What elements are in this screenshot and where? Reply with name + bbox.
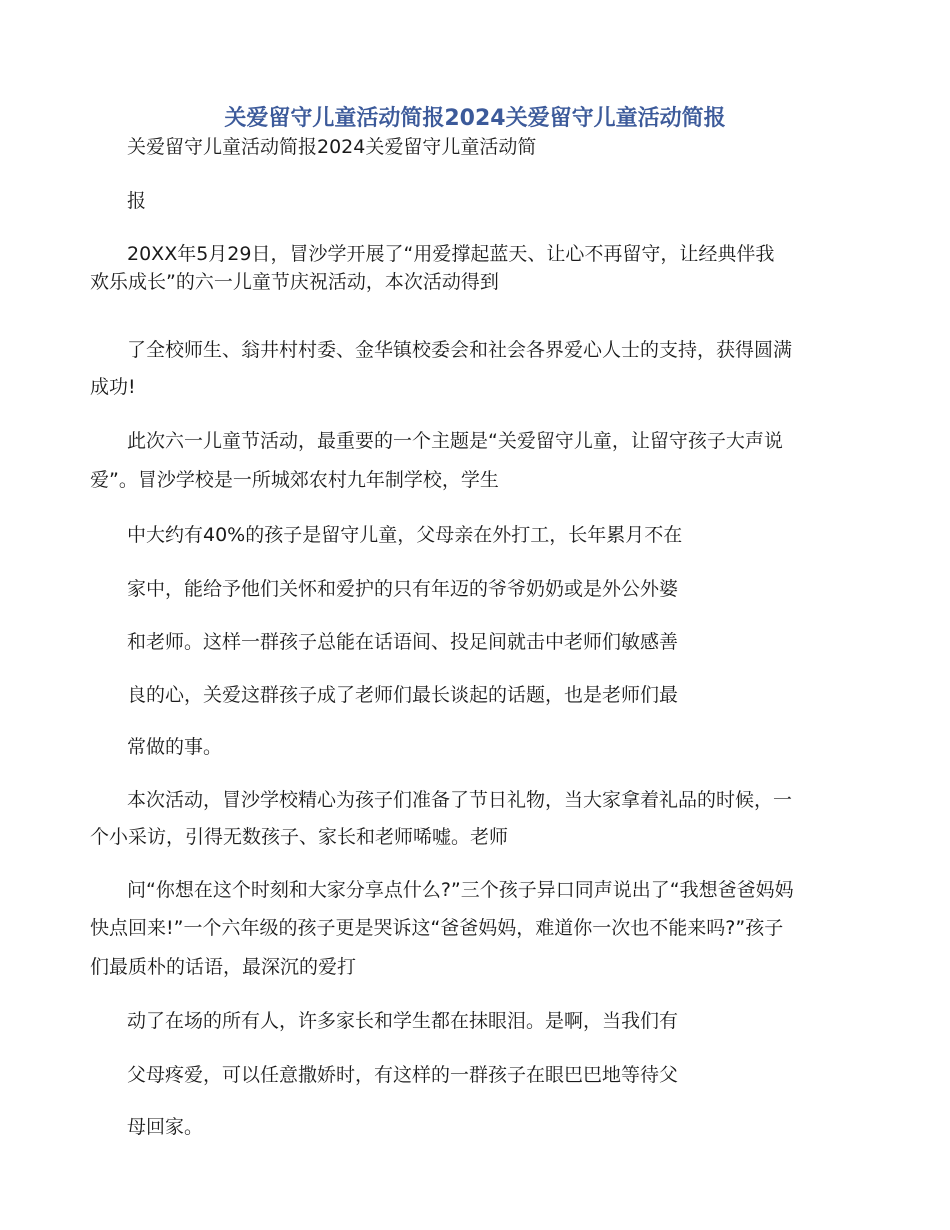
text-line: 本次活动，冒沙学校精心为孩子们准备了节日礼物，当大家拿着礼品的时候，一: [127, 789, 793, 811]
text-line: 良的心，关爱这群孩子成了老师们最长谈起的话题，也是老师们最: [127, 684, 679, 706]
text-line: 爱”。冒沙学校是一所城郊农村九年制学校，学生: [90, 469, 499, 491]
text-line: 个小采访，引得无数孩子、家长和老师唏嘘。老师: [90, 826, 509, 848]
text-line: 20XX年5月29日，冒沙学开展了“用爱撑起蓝天、让心不再留守，让经典伴我: [127, 243, 775, 265]
text-line: 家中，能给予他们关怀和爱护的只有年迈的爷爷奶奶或是外公外婆: [127, 578, 679, 600]
text-line: 动了在场的所有人，许多家长和学生都在抹眼泪。是啊，当我们有: [127, 1010, 679, 1032]
text-line: 们最质朴的话语，最深沉的爱打: [90, 956, 357, 978]
text-line: 和老师。这样一群孩子总能在话语间、投足间就击中老师们敏感善: [127, 631, 679, 653]
text-line: 此次六一儿童节活动，最重要的一个主题是“关爱留守儿童，让留守孩子大声说: [127, 430, 783, 452]
text-line: 母回家。: [127, 1116, 204, 1138]
text-line: 快点回来!”一个六年级的孩子更是哭诉这“爸爸妈妈，难道你一次也不能来吗?”孩子: [90, 917, 784, 939]
text-line: 了全校师生、翁井村村委、金华镇校委会和社会各界爱心人士的支持，获得圆满: [127, 339, 793, 361]
text-line: 问“你想在这个时刻和大家分享点什么?”三个孩子异口同声说出了“我想爸爸妈妈: [127, 879, 794, 901]
text-line: 报: [127, 190, 147, 212]
text-line: 中大约有40%的孩子是留守儿童，父母亲在外打工，长年累月不在: [127, 524, 683, 546]
text-line: 欢乐成长”的六一儿童节庆祝活动，本次活动得到: [90, 271, 499, 293]
text-line: 父母疼爱，可以任意撒娇时，有这样的一群孩子在眼巴巴地等待父: [127, 1064, 679, 1086]
text-line: 关爱留守儿童活动简报2024关爱留守儿童活动简: [127, 136, 537, 158]
text-line: 常做的事。: [127, 736, 223, 758]
text-line: 成功!: [90, 376, 136, 398]
document-title: 关爱留守儿童活动简报2024关爱留守儿童活动简报: [224, 106, 726, 131]
